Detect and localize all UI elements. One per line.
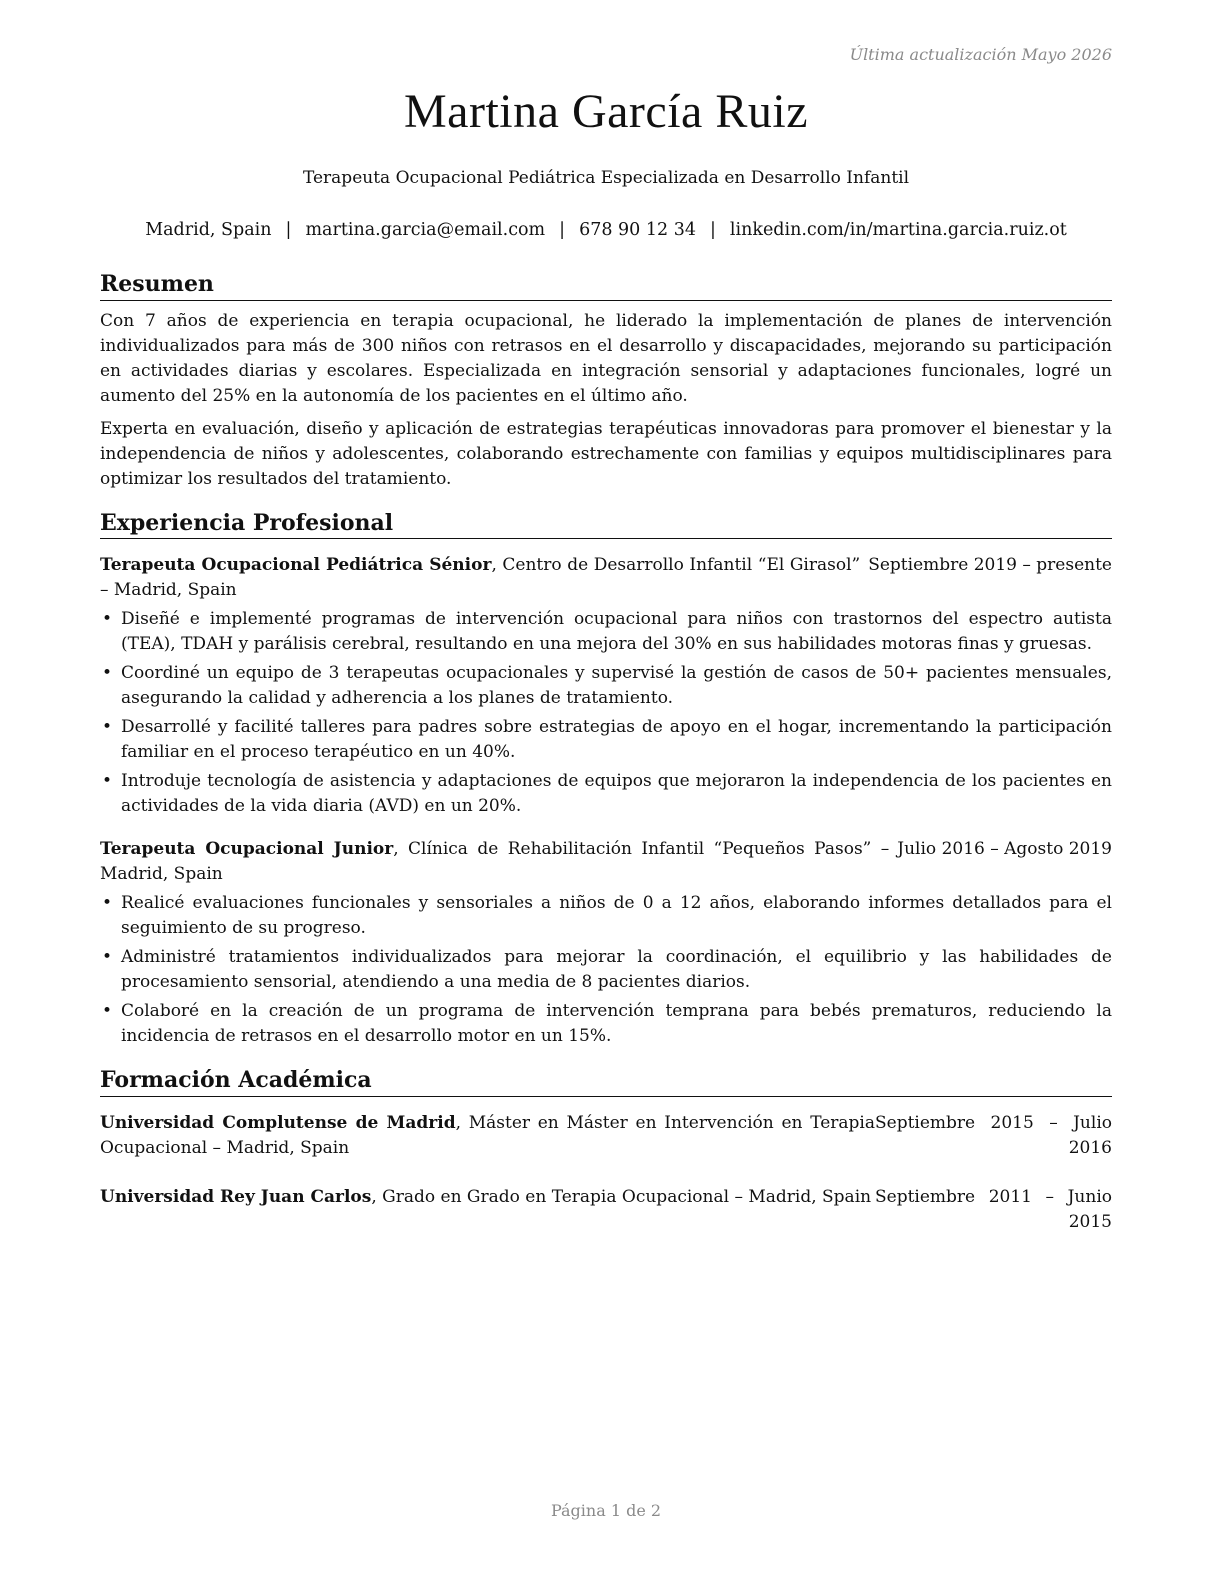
section-heading-summary: Resumen [100, 271, 1112, 301]
contact-line [100, 220, 1112, 240]
job-achievements [100, 891, 1112, 1049]
education-entry [100, 1111, 1112, 1161]
job-entry [100, 553, 1112, 819]
list-item: • Coordiné un equipo de 3 terapeutas ocupacionales y supervisé la gestión de casos de 50+ pacientes mensuales, asegurando la calidad y adherencia a los planes de tratamiento. [100, 661, 1112, 711]
list-item: • Diseñé e implementé programas de intervención ocupacional para niños con trastornos del espectro autista (TEA), TDAH y parálisis cerebral, resultando en una mejora del 30% en sus habilidades motoras finas y gruesas. [100, 607, 1112, 657]
page-number: Página 1 de 2 [550, 1501, 662, 1520]
job-dates: Julio 2016 – Agosto 2019 [897, 839, 1112, 859]
section-heading-education: Formación Académica [100, 1067, 1112, 1097]
education-title-line [100, 1185, 875, 1235]
job-dates: Septiembre 2019 – presente [868, 555, 1112, 575]
contact-separator: | [559, 220, 566, 240]
contact-location: Madrid, Spain [145, 220, 272, 240]
education-dates: Septiembre 2011 – Junio 2015 [875, 1186, 1112, 1232]
candidate-headline: Terapeuta Ocupacional Pediátrica Especializada en Desarrollo Infantil [302, 168, 910, 188]
candidate-name: Martina García Ruiz [404, 85, 808, 138]
job-details: , Clínica de Rehabilitación Infantil “Pequeños Pasos” – Madrid, Spain [100, 839, 890, 884]
job-role: Terapeuta Ocupacional Junior [100, 839, 394, 859]
job-details: , Centro de Desarrollo Infantil “El Girasol” – Madrid, Spain [100, 555, 861, 600]
job-header [100, 553, 1112, 603]
education-details: , Grado en Grado en Terapia Ocupacional – Madrid, Spain [371, 1186, 872, 1207]
education-dates: Septiembre 2015 – Julio 2016 [875, 1112, 1112, 1158]
contact-separator: | [285, 220, 292, 240]
contact-linkedin[interactable]: linkedin.com/in/martina.garcia.ruiz.ot [729, 220, 1067, 240]
education-entry [100, 1185, 1112, 1235]
education-title-line [100, 1111, 875, 1161]
last-updated-note: Última actualización Mayo 2026 [849, 45, 1112, 64]
list-item: • Administré tratamientos individualizados para mejorar la coordinación, el equilibrio y las habilidades de procesamiento sensorial, atendiendo a una media de 8 pacientes diarios. [100, 945, 1112, 995]
job-entry [100, 837, 1112, 1049]
job-header [100, 837, 1112, 887]
education-institution: Universidad Complutense de Madrid [100, 1112, 456, 1133]
contact-email[interactable]: martina.garcia@email.com [305, 220, 546, 240]
list-item: • Desarrollé y facilité talleres para padres sobre estrategias de apoyo en el hogar, incrementando la participación familiar en el proceso terapéutico en un 40%. [100, 715, 1112, 765]
summary-section [100, 271, 1112, 492]
section-heading-experience: Experiencia Profesional [100, 510, 1112, 540]
education-institution: Universidad Rey Juan Carlos [100, 1186, 372, 1207]
job-title-line [100, 553, 860, 603]
education-section [100, 1067, 1112, 1235]
contact-phone: 678 90 12 34 [579, 220, 696, 240]
list-item: • Colaboré en la creación de un programa de intervención temprana para bebés prematuros, reduciendo la incidencia de retrasos en el desarrollo motor en un 15%. [100, 999, 1112, 1049]
job-title-line [100, 837, 889, 887]
job-role: Terapeuta Ocupacional Pediátrica Sénior [100, 555, 492, 575]
list-item: • Introduje tecnología de asistencia y adaptaciones de equipos que mejoraron la independencia de los pacientes en actividades de la vida diaria (AVD) en un 20%. [100, 769, 1112, 819]
summary-paragraph: Con 7 años de experiencia en terapia ocupacional, he liderado la implementación de planes de intervención individualizados para más de 300 niños con retrasos en el desarrollo y discapacidades, mejorando su participación en actividades diarias y escolares. Especializada en integración sensorial y adaptaciones funcionales, logré un aumento del 25% en la autonomía de los pacientes en el último año. [100, 310, 1112, 406]
resume-body [100, 271, 1112, 1253]
job-achievements [100, 607, 1112, 819]
contact-separator: | [709, 220, 716, 240]
education-details: , Máster en Máster en Intervención en Terapia Ocupacional – Madrid, Spain [100, 1112, 875, 1158]
summary-paragraph: Experta en evaluación, diseño y aplicación de estrategias terapéuticas innovadoras para promover el bienestar y la independencia de niños y adolescentes, colaborando estrechamente con familias y equipos multidisciplinares para optimizar los resultados del tratamiento. [100, 418, 1112, 489]
list-item: • Realicé evaluaciones funcionales y sensoriales a niños de 0 a 12 años, elaborando informes detallados para el seguimiento de su progreso. [100, 891, 1112, 941]
experience-section [100, 510, 1112, 1050]
